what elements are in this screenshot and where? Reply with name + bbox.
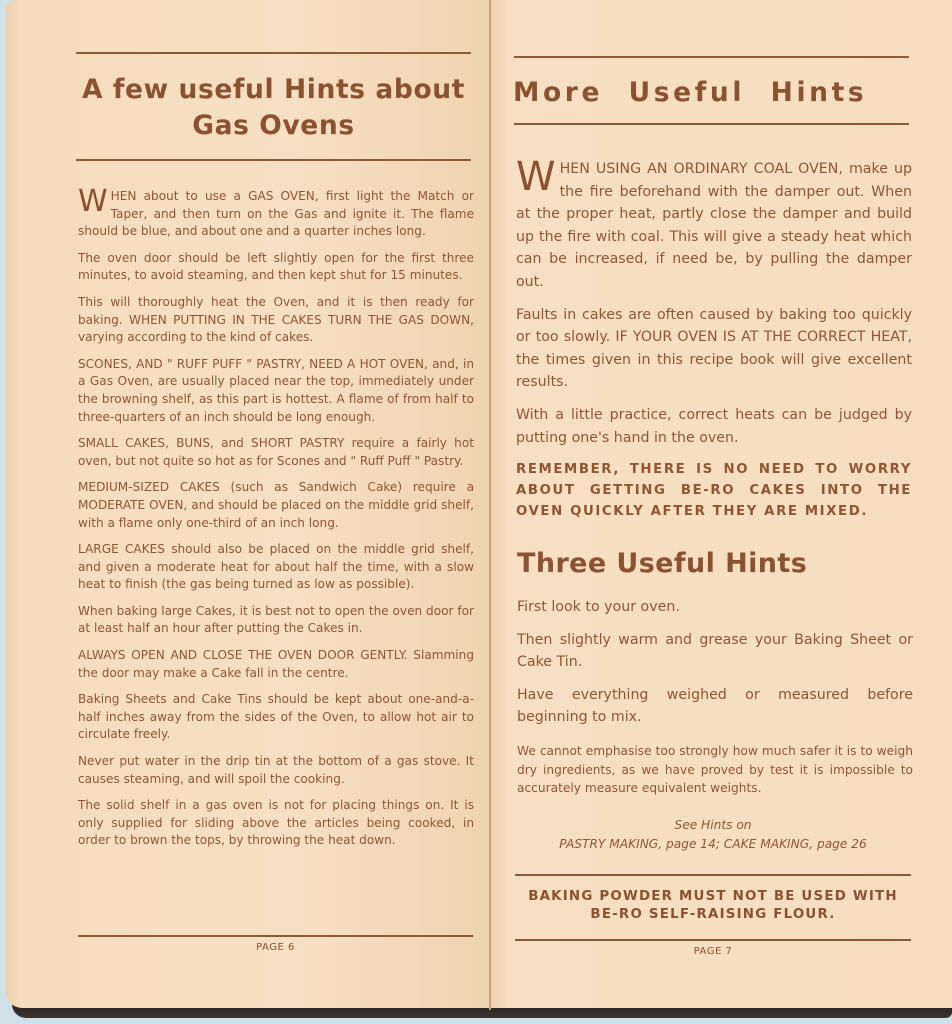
section-title: Three Useful Hints <box>517 548 808 579</box>
remember-note: REMEMBER, THERE IS NO NEED TO WORRY ABOUT GETTING BE-RO CAKES INTO THE OVEN QUICKLY AFTER THEY ARE MIXED. <box>516 462 912 520</box>
title-line-2: Gas Ovens <box>192 110 355 141</box>
top-rule <box>514 56 909 58</box>
title-bottom-rule <box>76 159 471 161</box>
paragraph: ALWAYS OPEN AND CLOSE THE OVEN DOOR GENTLY. Slamming the door may make a Cake fall in the centre. <box>78 648 474 680</box>
see-hints-label: See Hints on <box>674 818 752 832</box>
paragraph: This will thoroughly heat the Oven, and it is then ready for baking. WHEN PUTTING IN THE CAKES TURN THE GAS DOWN, varying according to the kind of cakes. <box>78 294 474 345</box>
hint-item: First look to your oven. <box>517 599 680 615</box>
right-page <box>491 0 952 1008</box>
page-number: PAGE 7 <box>693 946 733 957</box>
drop-cap: W <box>516 154 556 200</box>
paragraph: Baking Sheets and Cake Tins should be kept about one-and-a-half inches away from the sides of the Oven, to allow hot air to circulate freely. <box>78 692 474 742</box>
footer-rule <box>515 939 911 941</box>
page-number: PAGE 6 <box>256 942 295 953</box>
hint-item: Then slightly warm and grease your Baking Sheet or Cake Tin. <box>517 631 913 671</box>
page-title: More Useful Hints <box>513 77 868 108</box>
hints-list <box>517 596 913 739</box>
paragraph: With a little practice, correct heats can be judged by putting one's hand in the oven. <box>516 406 912 446</box>
see-hints-references: PASTRY MAKING, page 14; CAKE MAKING, page 26 <box>559 837 867 851</box>
paragraph: When baking large Cakes, it is best not to open the oven door for at least half an hour after putting the Cakes in. <box>78 603 474 636</box>
paragraph: MEDIUM-SIZED CAKES (such as Sandwich Cake) require a MODERATE OVEN, and should be placed on the middle grid shelf, with a flame only one-third of an inch long. <box>78 480 474 530</box>
paragraph: SCONES, AND " RUFF PUFF " PASTRY, NEED A HOT OVEN, and, in a Gas Oven, are usually placed near the top, immediately under the browning shelf, as this part is hottest. A flame of from half to three-quarters of an inch should be long enough. <box>78 356 474 424</box>
top-rule <box>76 52 471 54</box>
paragraph: The solid shelf in a gas oven is not for placing things on. It is only supplied for sliding above the articles being cooked, in order to brown the tops, by throwing the heat down. <box>78 798 474 848</box>
drop-cap: W <box>78 184 108 219</box>
intro-text: HEN USING AN ORDINARY COAL OVEN, make up the fire beforehand with the damper out. When at the proper heat, partly close the damper and build up the fire with coal. This will give a steady heat which can be increased, if need be, by pulling the damper out. <box>516 161 912 290</box>
title-line-1: A few useful Hints about <box>81 74 466 105</box>
hint-item: Have everything weighed or measured before beginning to mix. <box>517 686 913 726</box>
intro-paragraph <box>78 184 474 241</box>
footer-rule <box>78 935 473 937</box>
title-bottom-rule <box>514 123 909 125</box>
emphasis-note: We cannot emphasise too strongly how much safer it is to weigh dry ingredients, as we have proved by test it is impossible to accurately measure equivalent weights. <box>517 744 913 795</box>
left-page <box>6 0 490 1008</box>
warning-top-rule <box>515 874 911 876</box>
baking-powder-warning: BAKING POWDER MUST NOT BE USED WITH BE-RO SELF-RAISING FLOUR. <box>528 889 898 922</box>
right-body <box>516 154 912 532</box>
intro-paragraph <box>516 154 912 294</box>
left-body <box>78 184 474 859</box>
paragraph: Never put water in the drip tin at the bottom of a gas stove. It causes steaming, and will spoil the cooking. <box>78 754 474 786</box>
page-title <box>66 72 481 144</box>
paragraph: SMALL CAKES, BUNS, and SHORT PASTRY require a fairly hot oven, but not quite so hot as for Scones and " Ruff Puff " Pastry. <box>78 436 474 468</box>
paragraph: Faults in cakes are often caused by baking too quickly or too slowly. IF YOUR OVEN IS AT THE CORRECT HEAT, the times given in this recipe book will give excellent results. <box>516 306 912 391</box>
intro-text: HEN about to use a GAS OVEN, first light the Match or Taper, and then turn on the Gas and ignite it. The flame should be blue, and about one and a quarter inches long. <box>78 189 474 239</box>
paragraph: The oven door should be left slightly open for the first three minutes, to avoid steaming, and then kept shut for 15 minutes. <box>78 250 474 283</box>
paragraph: LARGE CAKES should also be placed on the middle grid shelf, and given a moderate heat for about half the time, with a slow heat to finish (the gas being turned as low as possible). <box>78 542 474 592</box>
